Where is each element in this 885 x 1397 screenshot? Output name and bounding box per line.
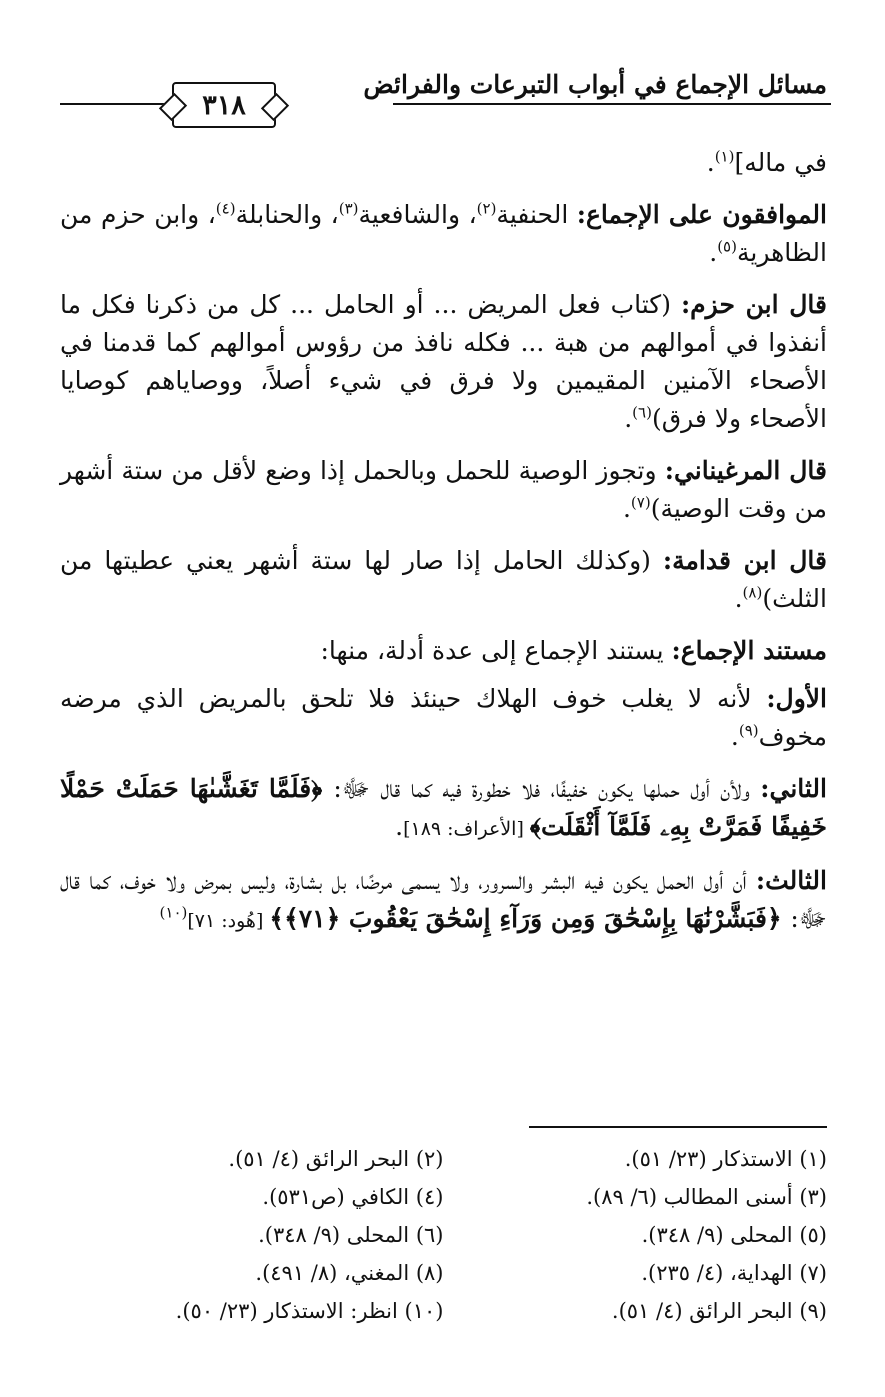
- paragraph-marghinani: [60, 452, 827, 528]
- footnote-5: (٥) المحلى (٩/ ٣٤٨).: [641, 1223, 827, 1247]
- header-rule-left: [60, 103, 172, 105]
- footnote-separator: [529, 1126, 827, 1128]
- footnote-8: (٨) المغني، (٨/ ٤٩١).: [255, 1261, 444, 1285]
- paragraph-text: (وكذلك الحامل إذا صار لها ستة أشهر يعني عطيتها من الثلث): [60, 546, 827, 613]
- paragraph-continuation: [60, 144, 827, 182]
- quran-verse: ﴿فَلَمَّا تَغَشَّىٰهَا حَمَلَتْ حَمْلًا خَفِيفًا فَمَرَّتْ بِهِۦ فَلَمَّآ أَثْقَلَت﴾: [60, 774, 827, 841]
- paragraph-text: ، والحنابلة: [235, 200, 339, 229]
- paragraph-text: ولأن أول حملها يكون خفيفًا، فلا خطورة فيه كما قال ﷻ:: [333, 774, 761, 803]
- footnote-3: (٣) أسنى المطالب (٦/ ٨٩).: [586, 1185, 827, 1209]
- paragraph-ibn-qudamah: [60, 542, 827, 618]
- paragraph-heading: الثاني:: [760, 774, 827, 803]
- footnote-marker: (٢): [476, 199, 497, 218]
- footnote-marker: (١٠): [159, 903, 188, 922]
- footnote-marker: (٧): [630, 493, 651, 512]
- footnote-marker: (٦): [632, 403, 652, 422]
- paragraph-end: .: [706, 148, 715, 177]
- footnote-7: (٧) الهداية، (٤/ ٢٣٥).: [641, 1261, 827, 1285]
- paragraph-heading: مستند الإجماع:: [671, 636, 827, 665]
- paragraph-text: لأنه لا يغلب خوف الهلاك حينئذ فلا تلحق بالمريض الذي مرضه مخوف: [60, 684, 827, 751]
- paragraph-end: .: [622, 494, 631, 523]
- paragraph-text: وتجوز الوصية للحمل وبالحمل إذا وضع لأقل من ستة أشهر من وقت الوصية): [60, 456, 827, 523]
- paragraph-heading: قال المرغيناني:: [664, 456, 827, 485]
- paragraph-ibn-hazm: [60, 286, 827, 438]
- page-number: ٣١٨: [202, 89, 246, 121]
- paragraph-evidence-intro: [60, 632, 827, 670]
- paragraph-end: .: [709, 238, 718, 267]
- paragraph-text: أن أول الحمل يكون فيه البشر والسرور، ولا يسمى مرضًا، بل بشارة، وليس بمرض ولا خوف، كما قال ﷻ:: [60, 866, 827, 933]
- paragraph-text: ، والشافعية: [358, 200, 477, 229]
- paragraph-text: في ماله]: [734, 148, 827, 177]
- paragraph-heading: قال ابن حزم:: [680, 290, 827, 319]
- footnote-marker: (٥): [717, 237, 737, 256]
- footnote-1: (١) الاستذكار (٢٣/ ٥١).: [624, 1147, 827, 1171]
- footnote-marker: (٤): [215, 199, 236, 218]
- footnote-marker: (٣): [338, 199, 359, 218]
- footnote-marker: (٩): [738, 721, 759, 740]
- paragraph-second-evidence: [60, 770, 827, 848]
- paragraph-heading: قال ابن قدامة:: [662, 546, 827, 575]
- paragraph-end: .: [395, 812, 404, 841]
- footnote-10: (١٠) انظر: الاستذكار (٢٣/ ٥٠).: [175, 1299, 444, 1323]
- paragraph-end: .: [734, 584, 743, 613]
- paragraph-third-evidence: [60, 862, 827, 940]
- header-rule-right: [393, 103, 831, 105]
- paragraph-text: الحنفية: [496, 200, 577, 229]
- paragraph-heading: الموافقون على الإجماع:: [576, 200, 827, 229]
- running-title: مسائل الإجماع في أبواب التبرعات والفرائض: [363, 70, 827, 99]
- footnote-2: (٢) البحر الرائق (٤/ ٥١).: [228, 1147, 444, 1171]
- body-text: [60, 144, 827, 954]
- verse-reference: [الأعراف: ١٨٩]: [403, 818, 530, 840]
- paragraph-agreeing-scholars: [60, 196, 827, 272]
- paragraph-end: .: [730, 722, 739, 751]
- footnote-marker: (١): [714, 147, 735, 166]
- footnote-4: (٤) الكافي (ص٥٣١).: [262, 1185, 444, 1209]
- paragraph-heading: الأول:: [766, 684, 827, 713]
- paragraph-text: ، وابن حزم من الظاهرية: [60, 200, 827, 267]
- quran-verse: ﴿فَبَشَّرْنَٰهَا بِإِسْحَٰقَ وَمِن وَرَآءِ إِسْحَٰقَ يَعْقُوبَ ﴿٧١﴾﴾: [269, 904, 791, 933]
- footnote-marker: (٨): [742, 583, 763, 602]
- footnote-6: (٦) المحلى (٩/ ٣٤٨).: [258, 1223, 444, 1247]
- footnote-9: (٩) البحر الرائق (٤/ ٥١).: [611, 1299, 827, 1323]
- paragraph-first-evidence: [60, 680, 827, 756]
- footnotes: [60, 1140, 827, 1330]
- paragraph-end: .: [624, 404, 633, 433]
- paragraph-heading: الثالث:: [755, 866, 827, 895]
- paragraph-text: (كتاب فعل المريض ... أو الحامل ... كل من ذكرنا فكل ما أنفذوا في أموالهم من هبة ... فكله نافذ من رؤوس أموالهم كما قدمنا في الأصحاء الآمنين المقيمين ولا فرق في شيء أصلاً، ووصاياهم كوصايا الأصحاء ولا فرق): [60, 290, 827, 433]
- page-number-frame: [172, 82, 276, 128]
- paragraph-text: يستند الإجماع إلى عدة أدلة، منها:: [320, 636, 672, 665]
- verse-reference: [هُود: ٧١]: [187, 910, 270, 932]
